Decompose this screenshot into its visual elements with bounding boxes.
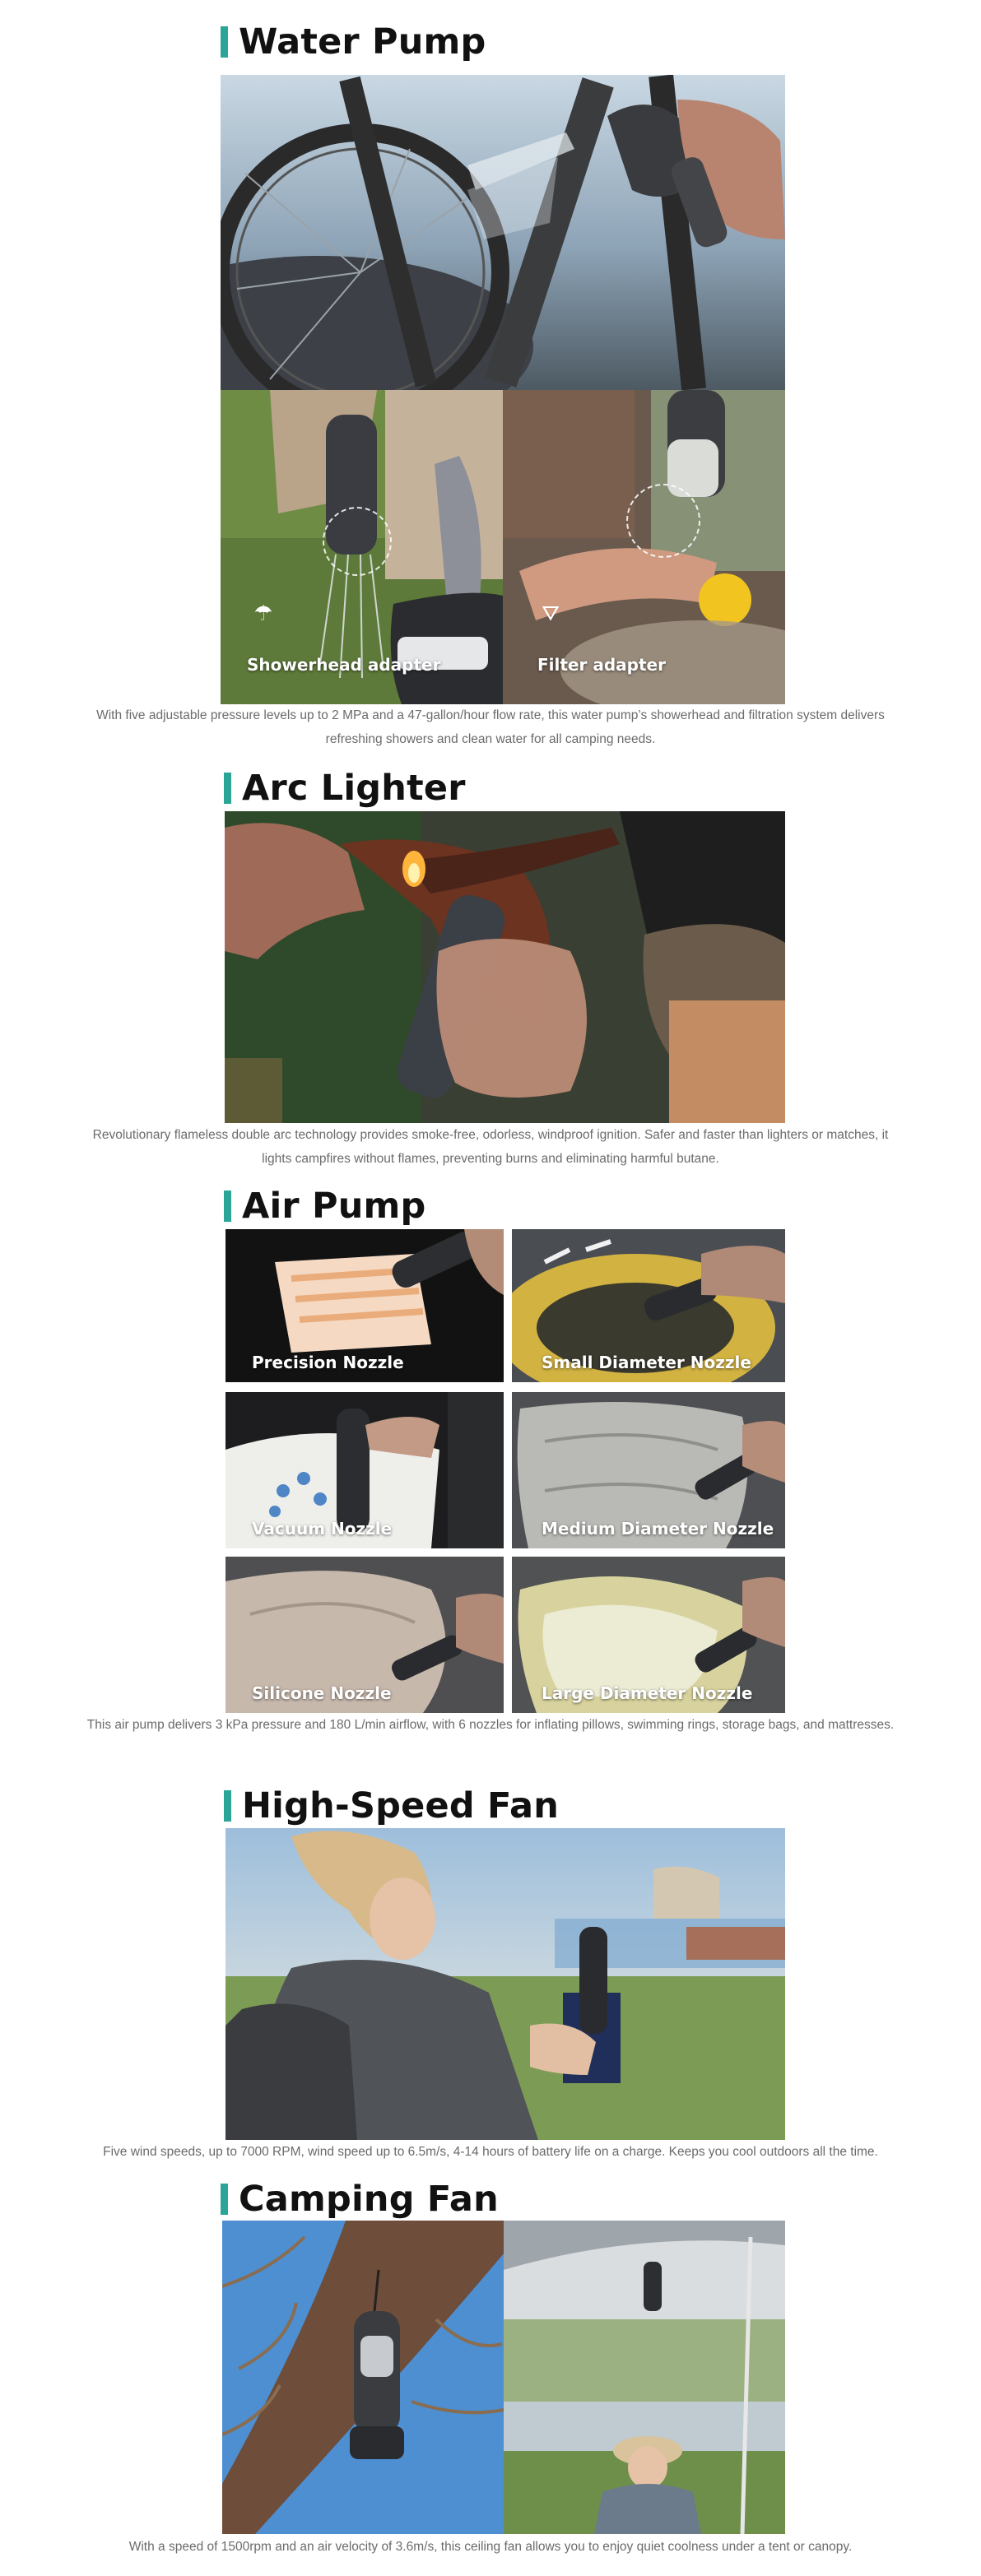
showerhead-adapter-label: Showerhead adapter [247, 655, 441, 675]
high-speed-fan-photo [225, 1828, 785, 2140]
nozzle-label: Precision Nozzle [252, 1353, 404, 1372]
filter-adapter-label: Filter adapter [537, 655, 666, 675]
filter-icon: ⛛ [542, 601, 560, 625]
nozzle-label: Silicone Nozzle [252, 1683, 392, 1703]
section-heading: Air Pump [242, 1186, 426, 1227]
nozzle-photo-small-diameter [512, 1229, 785, 1382]
nozzle-photo-medium-diameter [512, 1392, 785, 1548]
filter-adapter-photo [503, 390, 785, 704]
section-title-high-speed-fan [224, 1785, 559, 1826]
showerhead-icon: ☂ [253, 601, 273, 625]
section-title-camping-fan [221, 2179, 499, 2220]
section-heading: Camping Fan [239, 2179, 499, 2220]
ceiling-fan-tree-image [222, 2221, 504, 2534]
arc-lighter-caption: Revolutionary flameless double arc technology provides smoke-free, odorless, windproof ignition. Safer and faster than lighters or matches, it lights campfires without flames, preventing burns and eliminating harmful butane. [92, 1128, 889, 1166]
accent-bar [224, 773, 231, 804]
bike-wash-image [221, 75, 785, 390]
section-heading: High-Speed Fan [242, 1785, 560, 1826]
section-heading: Water Pump [239, 21, 486, 63]
woman-fan-image [225, 1828, 785, 2140]
accent-bar [221, 2184, 228, 2215]
water-pump-bike-photo [221, 75, 785, 390]
camping-fan-photo-canopy [504, 2221, 785, 2534]
high-speed-fan-caption: Five wind speeds, up to 7000 RPM, wind speed up to 6.5m/s, 4-14 hours of battery life on a charge. Keeps you cool outdoors all the time. [103, 2145, 878, 2159]
detail-circle [626, 484, 700, 558]
campfire-lighting-image [225, 811, 785, 1123]
accent-bar [221, 26, 228, 58]
section-title-air-pump [224, 1186, 426, 1227]
nozzle-label: Small Diameter Nozzle [542, 1353, 751, 1372]
nozzle-label: Large Diameter Nozzle [542, 1683, 753, 1703]
air-pump-caption: This air pump delivers 3 kPa pressure and 180 L/min airflow, with 6 nozzles for inflating pillows, swimming rings, storage bags, and mattresses. [86, 1718, 895, 1732]
nozzle-photo-precision [225, 1229, 504, 1382]
camping-fan-caption: With a speed of 1500rpm and an air velocity of 3.6m/s, this ceiling fan allows you to enjoy quiet coolness under a tent or canopy. [128, 2540, 853, 2554]
section-heading: Arc Lighter [242, 768, 466, 809]
camping-fan-photo-tree [222, 2221, 504, 2534]
nozzle-label: Vacuum Nozzle [252, 1519, 393, 1539]
nozzle-photo-large-diameter [512, 1557, 785, 1713]
showerhead-adapter-photo [221, 390, 503, 704]
arc-lighter-photo [225, 811, 785, 1123]
accent-bar [224, 1790, 231, 1822]
nozzle-label: Medium Diameter Nozzle [542, 1519, 774, 1539]
detail-circle [323, 507, 392, 576]
nozzle-photo-silicone [225, 1557, 504, 1713]
nozzle-photo-vacuum [225, 1392, 504, 1548]
ceiling-fan-canopy-image [504, 2221, 785, 2534]
accent-bar [224, 1191, 231, 1222]
section-title-water-pump [221, 21, 486, 63]
water-pump-caption: With five adjustable pressure levels up to 2 MPa and a 47-gallon/hour flow rate, this water pump’s showerhead and filtration system delivers refreshing showers and clean water for all camping needs. [96, 708, 885, 746]
section-title-arc-lighter [224, 768, 466, 809]
